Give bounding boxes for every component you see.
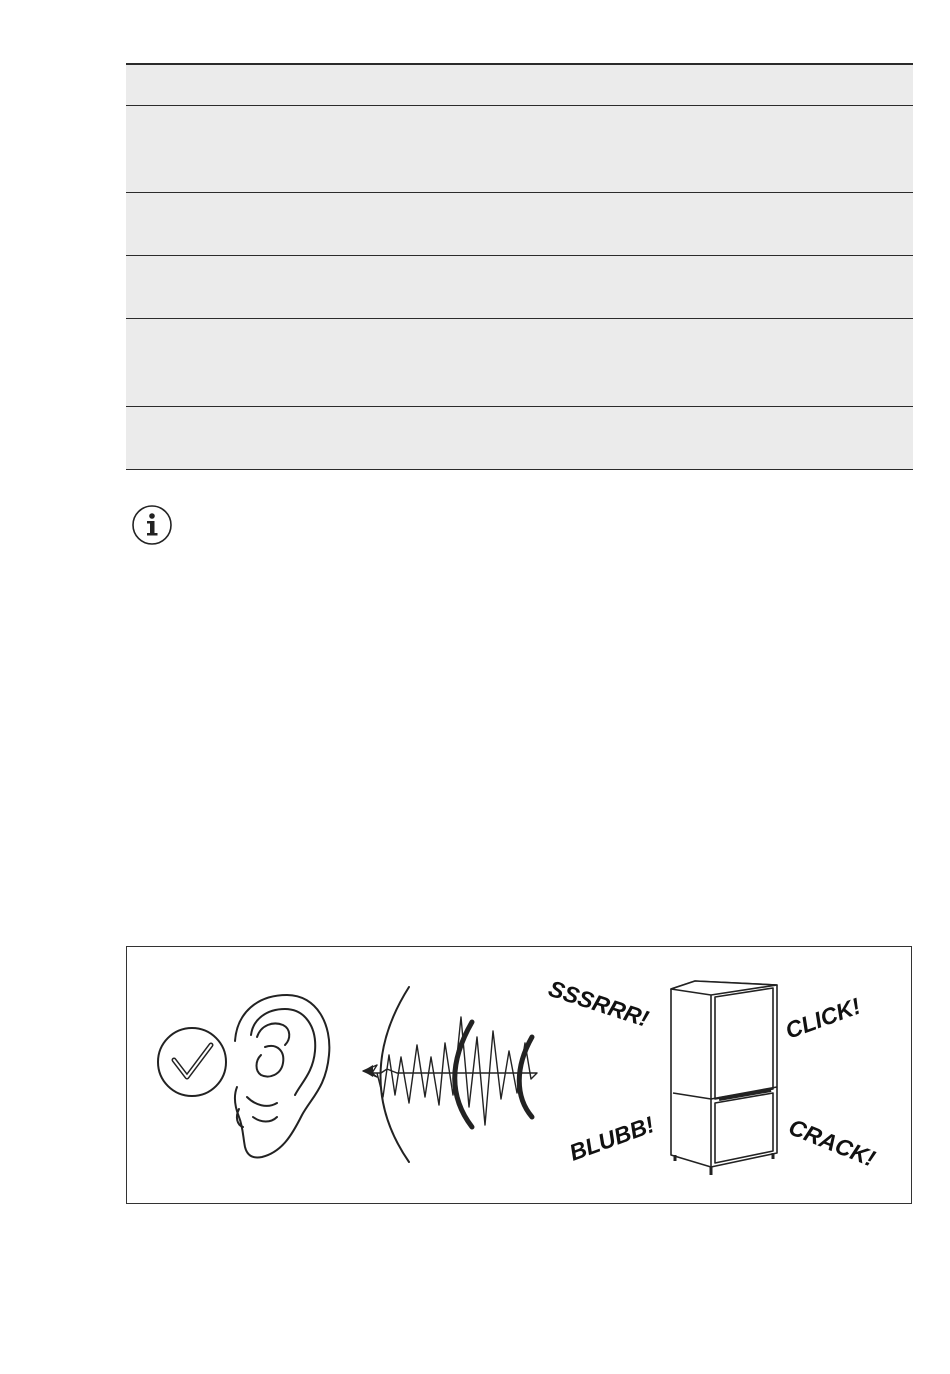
table-row <box>126 193 913 256</box>
sound-word-crack: CRACK! <box>785 1113 879 1172</box>
sound-word-click: CLICK! <box>781 992 864 1044</box>
refrigerator-icon <box>671 981 777 1175</box>
sound-word-blubb: BLUBB! <box>565 1111 658 1166</box>
table-row <box>126 319 913 407</box>
check-icon <box>158 1028 226 1096</box>
table-row <box>126 256 913 319</box>
table <box>126 63 913 470</box>
ear-icon <box>235 995 330 1158</box>
table-header <box>126 63 913 106</box>
noise-illustration <box>126 946 912 1204</box>
sound-wave-icon <box>363 987 537 1162</box>
info-icon <box>131 504 173 551</box>
table-row <box>126 407 913 470</box>
table-row <box>126 106 913 193</box>
sound-word-sssrrr: SSSRRR! <box>545 975 652 1032</box>
